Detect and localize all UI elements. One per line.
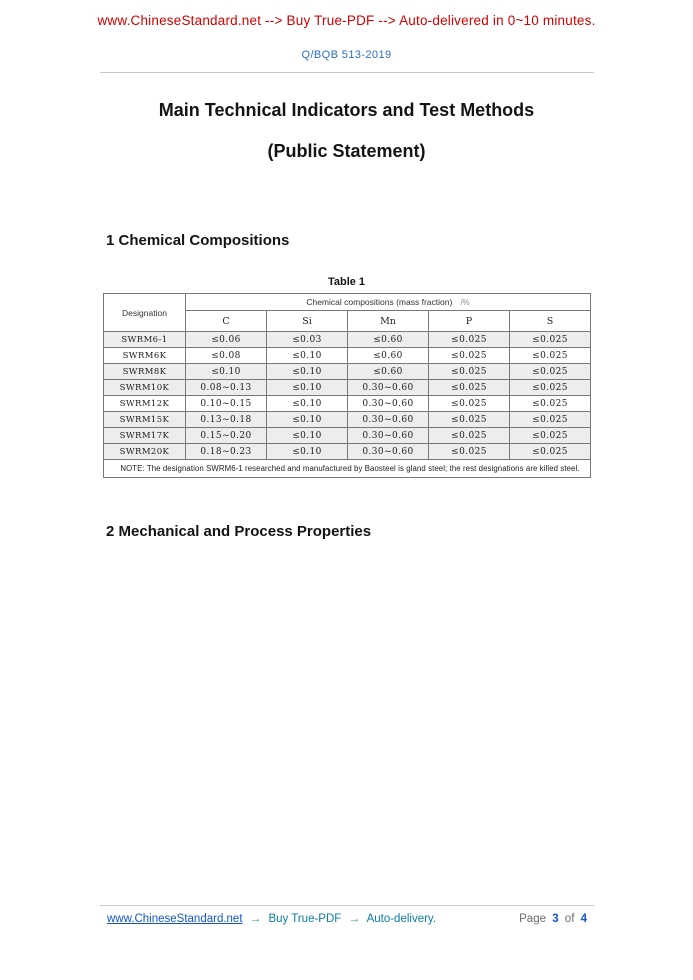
footer-delivery-text: Auto-delivery. bbox=[366, 913, 437, 925]
value-cell: 0.30~0.60 bbox=[348, 428, 429, 444]
page-footer bbox=[107, 913, 587, 925]
value-cell: ≤0.60 bbox=[348, 348, 429, 364]
value-cell: ≤0.60 bbox=[348, 332, 429, 348]
section-heading-mechanical-properties: 2 Mechanical and Process Properties bbox=[106, 523, 372, 540]
value-cell: ≤0.025 bbox=[510, 428, 591, 444]
value-cell: ≤0.025 bbox=[510, 412, 591, 428]
footer-divider bbox=[100, 905, 594, 906]
group-header-unit: /% bbox=[460, 298, 470, 307]
table-row bbox=[104, 380, 591, 396]
column-header-mn: Mn bbox=[348, 311, 429, 332]
value-cell: ≤0.025 bbox=[429, 380, 510, 396]
value-cell: ≤0.10 bbox=[267, 348, 348, 364]
value-cell: 0.30~0.60 bbox=[348, 380, 429, 396]
value-cell: 0.13~0.18 bbox=[186, 412, 267, 428]
page-label: Page bbox=[519, 913, 546, 925]
page-subtitle: (Public Statement) bbox=[267, 141, 426, 161]
column-header-c: C bbox=[186, 311, 267, 332]
table-row bbox=[104, 428, 591, 444]
designation-header-cell: Designation bbox=[104, 294, 186, 332]
table-note: NOTE: The designation SWRM6-1 researched and manufactured by Baosteel is gland steel; the rest designations are killed steel. bbox=[104, 460, 591, 478]
column-header-si: Si bbox=[267, 311, 348, 332]
value-cell: ≤0.025 bbox=[510, 348, 591, 364]
value-cell: ≤0.10 bbox=[267, 364, 348, 380]
table-header-row-group bbox=[104, 294, 591, 311]
table-row bbox=[104, 444, 591, 460]
value-cell: ≤0.025 bbox=[429, 348, 510, 364]
page-indicator bbox=[516, 913, 587, 925]
header-divider bbox=[100, 72, 594, 73]
promo-banner: www.ChineseStandard.net --> Buy True-PDF --> Auto-delivered in 0~10 minutes. bbox=[97, 13, 596, 28]
column-header-p: P bbox=[429, 311, 510, 332]
arrow-right-icon: → bbox=[249, 913, 262, 925]
table-row bbox=[104, 412, 591, 428]
value-cell: ≤0.10 bbox=[267, 396, 348, 412]
value-cell: 0.30~0.60 bbox=[348, 412, 429, 428]
designation-cell: SWRM6K bbox=[104, 348, 186, 364]
value-cell: 0.30~0.60 bbox=[348, 444, 429, 460]
value-cell: 0.10~0.15 bbox=[186, 396, 267, 412]
value-cell: ≤0.025 bbox=[429, 444, 510, 460]
value-cell: ≤0.025 bbox=[510, 364, 591, 380]
value-cell: ≤0.60 bbox=[348, 364, 429, 380]
value-cell: ≤0.025 bbox=[429, 332, 510, 348]
designation-cell: SWRM10K bbox=[104, 380, 186, 396]
value-cell: 0.30~0.60 bbox=[348, 396, 429, 412]
group-header-cell bbox=[186, 294, 591, 311]
value-cell: ≤0.06 bbox=[186, 332, 267, 348]
value-cell: 0.15~0.20 bbox=[186, 428, 267, 444]
value-cell: ≤0.025 bbox=[510, 396, 591, 412]
value-cell: ≤0.025 bbox=[510, 332, 591, 348]
arrow-right-icon: → bbox=[348, 913, 360, 925]
designation-cell: SWRM20K bbox=[104, 444, 186, 460]
value-cell: ≤0.025 bbox=[429, 364, 510, 380]
table-row bbox=[104, 348, 591, 364]
table-note-row bbox=[104, 460, 591, 478]
page-total: 4 bbox=[580, 913, 587, 925]
designation-cell: SWRM8K bbox=[104, 364, 186, 380]
group-header-label: Chemical compositions (mass fraction) bbox=[306, 297, 453, 307]
value-cell: 0.18~0.23 bbox=[186, 444, 267, 460]
value-cell: ≤0.025 bbox=[510, 444, 591, 460]
value-cell: 0.08~0.13 bbox=[186, 380, 267, 396]
table-row bbox=[104, 396, 591, 412]
value-cell: ≤0.10 bbox=[267, 412, 348, 428]
value-cell: ≤0.10 bbox=[267, 380, 348, 396]
value-cell: ≤0.03 bbox=[267, 332, 348, 348]
value-cell: ≤0.025 bbox=[510, 380, 591, 396]
page-title: Main Technical Indicators and Test Methods bbox=[158, 100, 535, 120]
value-cell: ≤0.10 bbox=[267, 428, 348, 444]
value-cell: ≤0.025 bbox=[429, 396, 510, 412]
footer-buy-text: Buy True-PDF bbox=[268, 913, 342, 925]
value-cell: ≤0.08 bbox=[186, 348, 267, 364]
value-cell: ≤0.025 bbox=[429, 412, 510, 428]
designation-cell: SWRM17K bbox=[104, 428, 186, 444]
value-cell: ≤0.10 bbox=[267, 444, 348, 460]
designation-cell: SWRM6-1 bbox=[104, 332, 186, 348]
chemical-compositions-table bbox=[103, 293, 591, 478]
value-cell: ≤0.025 bbox=[429, 428, 510, 444]
table-row bbox=[104, 364, 591, 380]
standard-code: Q/BQB 513-2019 bbox=[301, 49, 392, 61]
column-header-s: S bbox=[510, 311, 591, 332]
footer-site-link[interactable]: www.ChineseStandard.net bbox=[107, 913, 243, 925]
table-caption: Table 1 bbox=[327, 276, 366, 288]
section-heading-chemical-compositions: 1 Chemical Compositions bbox=[106, 232, 290, 249]
of-label: of bbox=[564, 913, 575, 925]
page-current: 3 bbox=[552, 913, 559, 925]
value-cell: ≤0.10 bbox=[186, 364, 267, 380]
designation-cell: SWRM15K bbox=[104, 412, 186, 428]
table-row bbox=[104, 332, 591, 348]
footer-promo bbox=[107, 913, 440, 925]
designation-cell: SWRM12K bbox=[104, 396, 186, 412]
